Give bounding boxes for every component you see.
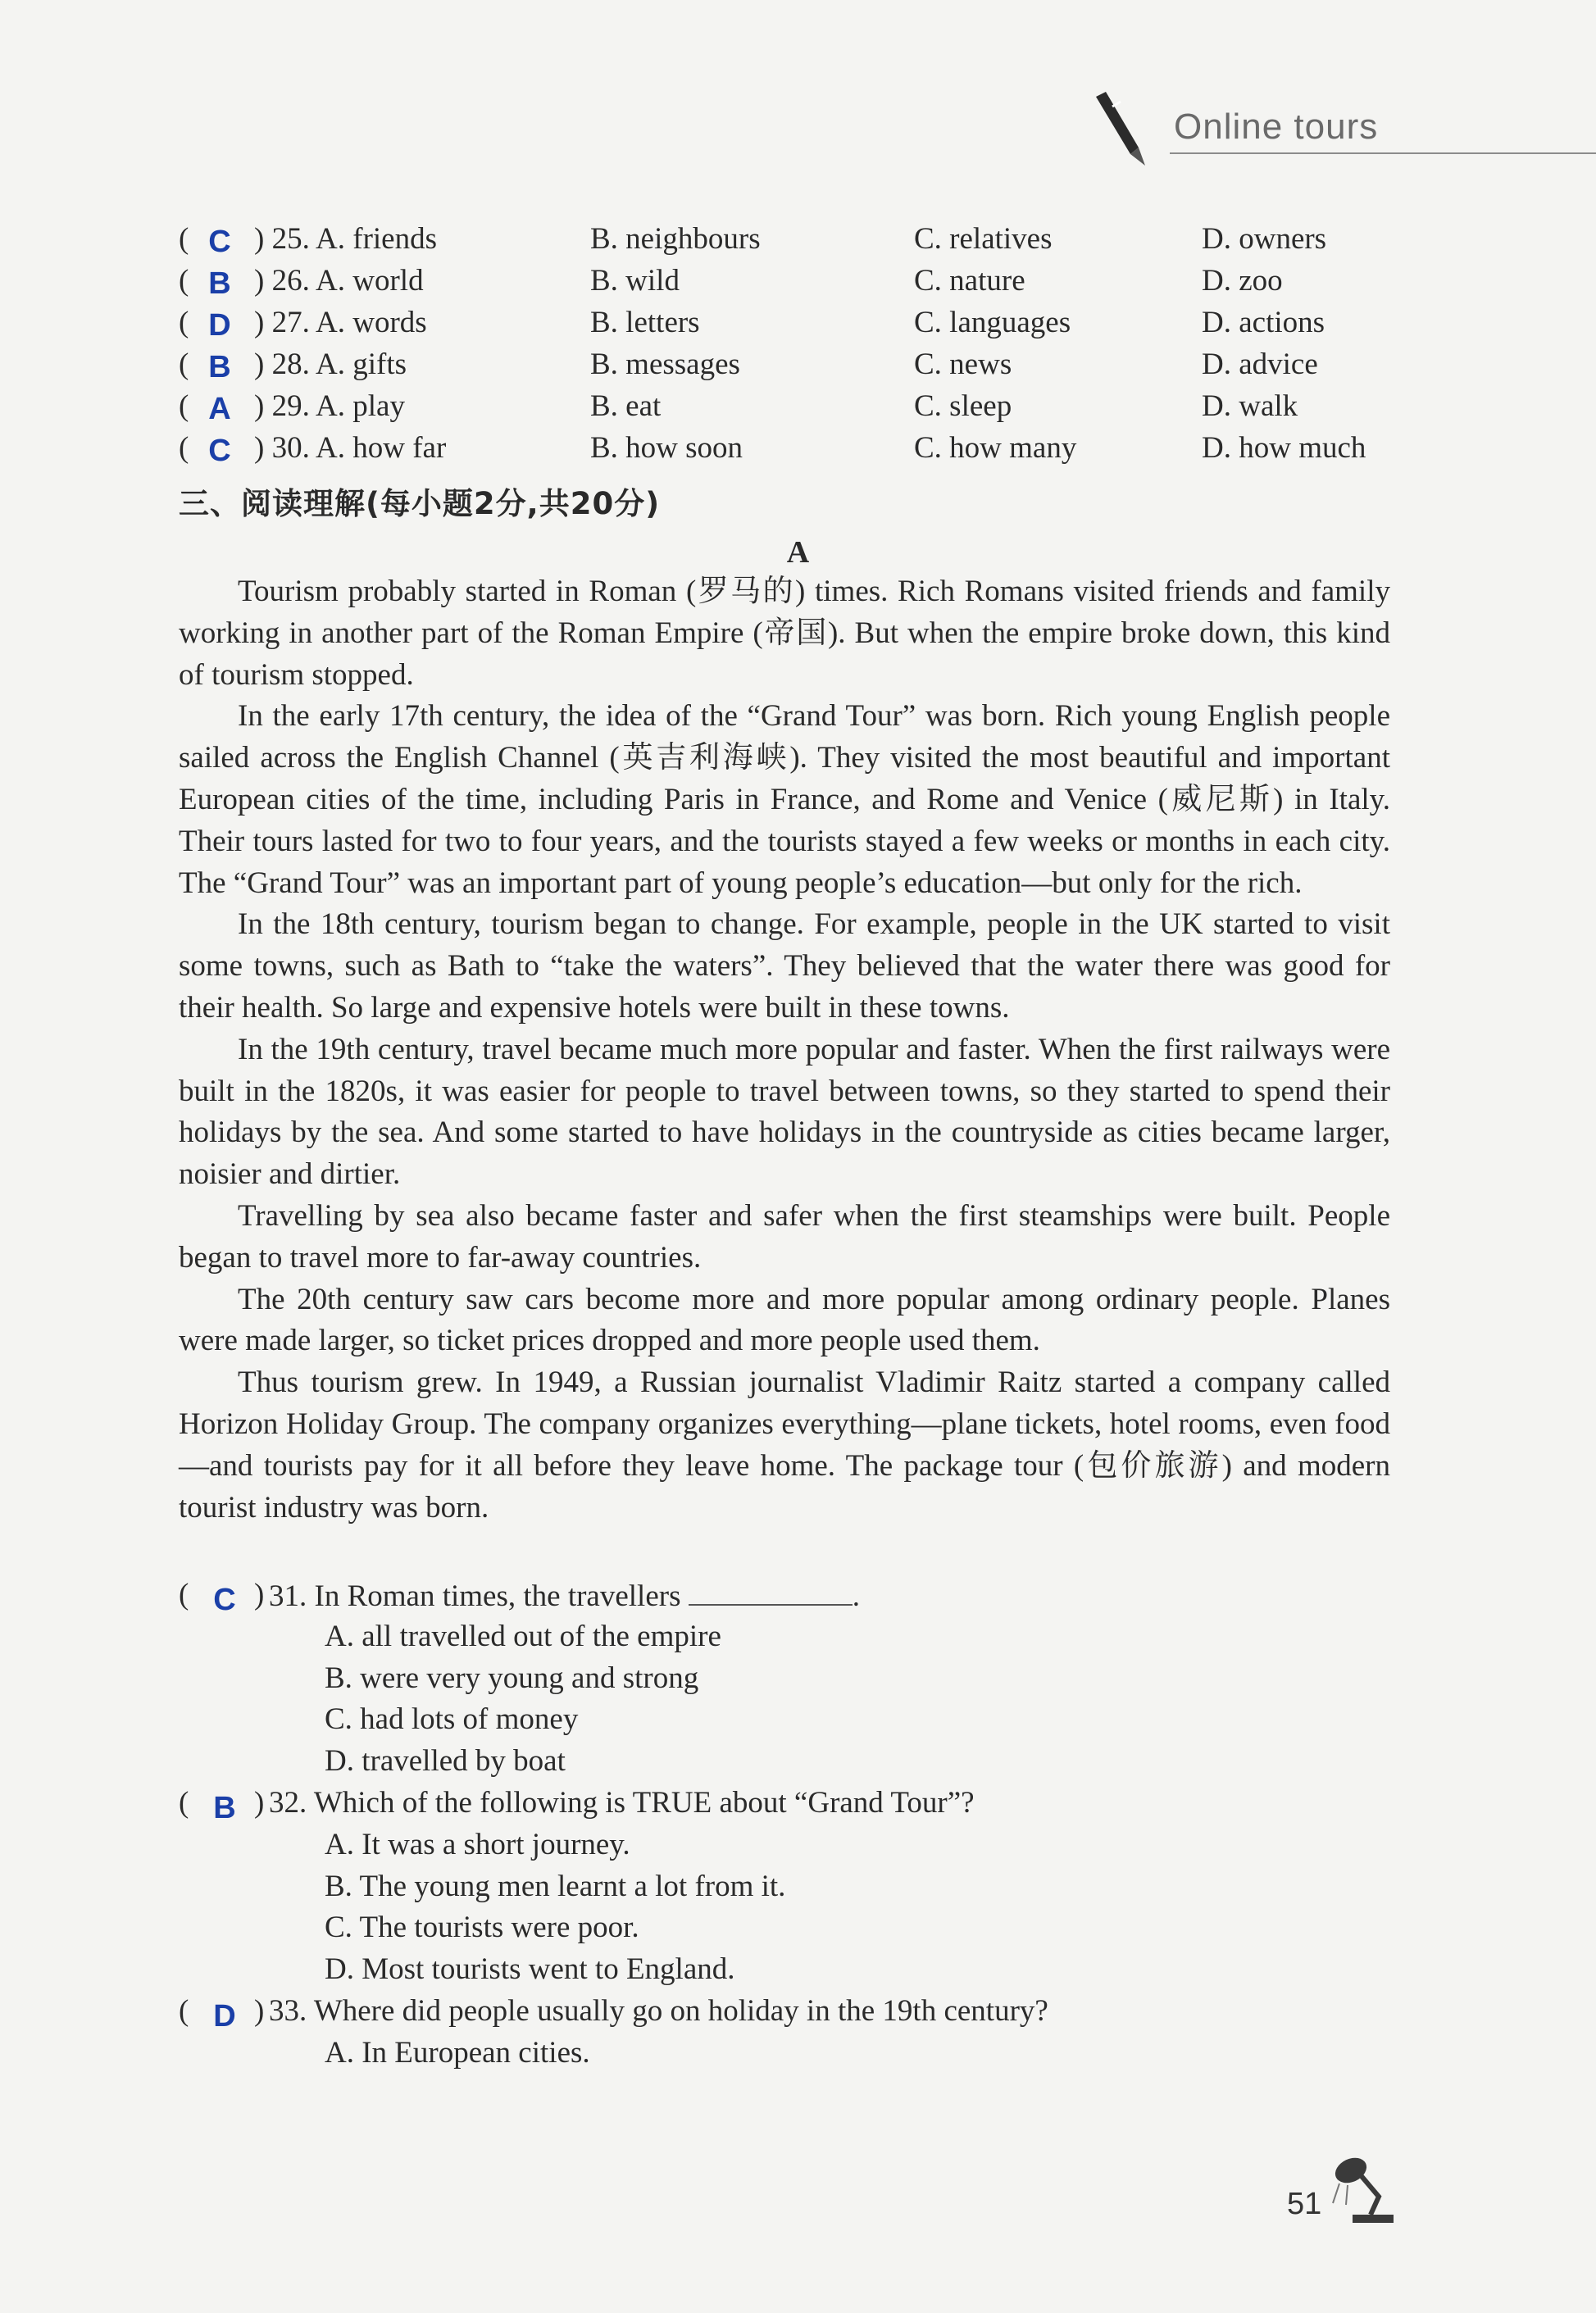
option-b: B. messages [590,348,740,381]
answer-blank [689,1575,853,1606]
question-text: 33. Where did people usually go on holiday in the 19th century? [269,1993,1048,2028]
choice: A. all travelled out of the empire [325,1619,721,1653]
answer-mark: B [213,1790,236,1825]
choice: D. Most tourists went to England. [325,1952,735,1987]
choice: C. had lots of money [325,1702,579,1737]
option-c: C. relatives [914,222,1053,256]
option-c: C. sleep [914,389,1012,423]
answer-mark: A [208,392,231,426]
option-c: C. how many [914,431,1077,465]
passage-paragraph: Tourism probably started in Roman (罗马的) times. Rich Romans visited friends and family working in another part of the Roman Empire (帝国). But when the empire broke down, this kind of tourism stopped. [179,575,1390,692]
answer-mark: B [208,266,231,301]
option-row: ( A ) 29. A. play B. eat C. sleep D. walk [179,385,1408,427]
option-b: B. wild [590,264,680,298]
question: ( ) D 33. Where did people usually go on holiday in the 19th century? A. In European cities. [179,1991,1390,2074]
option-row: ( C ) 30. A. how far B. how soon C. how many D. how much [179,427,1408,469]
option-c: C. nature [914,264,1025,298]
option-b: B. how soon [590,431,743,465]
choice: D. travelled by boat [325,1744,566,1779]
option-b: B. eat [590,389,662,423]
option-row: ( B ) 26. A. world B. wild C. nature D. zoo [179,260,1408,302]
answer-mark: C [213,1583,236,1617]
option-b: B. letters [590,306,700,339]
question-text: 32. Which of the following is TRUE about “Grand Tour”? [269,1785,975,1820]
option-d: D. walk [1202,389,1298,423]
option-row: ( B ) 28. A. gifts B. messages C. news D. advice [179,343,1408,385]
pen-icon [1088,90,1162,172]
passage-paragraph: Travelling by sea also became faster and safer when the first steamships were built. People began to travel more to far-away countries. [179,1198,1390,1275]
option-row: ( D ) 27. A. words B. letters C. languages D. actions [179,302,1408,343]
page-number: 51 [1287,2187,1322,2221]
passage-label: A [786,535,810,570]
option-a: ) 27. A. words [254,306,427,339]
option-row: ( C ) 25. A. friends B. neighbours C. relatives D. owners [179,218,1408,260]
choice: A. It was a short journey. [325,1827,630,1861]
section-title: 三、阅读理解(每小题2分,共20分) [179,486,661,521]
option-a: ) 30. A. how far [254,431,447,465]
passage-paragraph: In the 19th century, travel became much more popular and faster. When the first railways were built in the 1820s, it was easier for people to travel between towns, so they started to spend their holidays by the sea. And some started to have holidays in the countryside as cities became larger, noisier and dirtier. [179,1032,1390,1192]
page-header [1088,90,1596,180]
answer-mark: D [213,1998,236,2034]
choice: A. In European cities. [325,2035,590,2070]
passage-paragraph: Thus tourism grew. In 1949, a Russian journalist Vladimir Raitz started a company called Horizon Holiday Group. The company organizes everything—plane tickets, hotel rooms, even food—and tourists pay for it all before they leave home. The package tour (包价旅游) and modern tourist industry was born. [179,1366,1390,1525]
option-c: C. news [914,348,1012,381]
choice: B. were very young and strong [325,1661,699,1695]
passage-paragraph: In the early 17th century, the idea of the “Grand Tour” was born. Rich young English people sailed across the English Channel (英吉利海峡). They visited the most beautiful and important European cities of the time, including Paris in France, and Rome and Venice (威尼斯) in Italy. Their tours lasted for two to four years, and the tourists stayed a few weeks or months in each city. The “Grand Tour” was an important part of young people’s education—but only for the rich. [179,699,1390,900]
option-d: D. how much [1202,431,1366,465]
option-d: D. advice [1202,348,1318,381]
answer-mark: C [208,434,231,468]
passage-paragraph: In the 18th century, tourism began to change. For example, people in the UK started to visit some towns, such as Bath to “take the waters”. They believed that the water there was good for their health. So large and expensive hotels were built in these towns. [179,907,1390,1025]
option-b: B. neighbours [590,222,761,256]
answer-mark: D [208,308,231,343]
option-d: D. owners [1202,222,1327,256]
option-a: ) 29. A. play [254,389,405,423]
desk-lamp-icon [1328,2146,1406,2228]
option-a: ) 28. A. gifts [254,348,407,381]
header-divider [1170,152,1596,154]
option-a: ) 25. A. friends [254,222,437,256]
option-c: C. languages [914,306,1071,339]
reading-passage [179,571,1390,1529]
answer-mark: B [208,350,231,384]
choice: C. The tourists were poor. [325,1911,639,1945]
header-title: Online tours [1174,107,1379,147]
question: ( ) B 32. Which of the following is TRUE about “Grand Tour”? A. It was a short journey. B. The young men learnt a lot from it. C. The tourists were poor. D. Most tourists went to England. [179,1783,1390,1991]
option-d: D. zoo [1202,264,1283,298]
choice: B. The young men learnt a lot from it. [325,1869,786,1903]
question-text: 31. In Roman times, the travellers [269,1579,681,1613]
cloze-options [179,218,1408,469]
comprehension-questions [179,1575,1390,2074]
question: ( ) C 31. In Roman times, the travellers . A. all travelled out of the empire B. were very young and strong C. had lots of money D. travelled by boat [179,1575,1390,1783]
option-a: ) 26. A. world [254,264,424,298]
option-d: D. actions [1202,306,1325,339]
answer-mark: C [208,225,231,259]
passage-paragraph: The 20th century saw cars become more and more popular among ordinary people. Planes were made larger, so ticket prices dropped and more people used them. [179,1282,1390,1358]
